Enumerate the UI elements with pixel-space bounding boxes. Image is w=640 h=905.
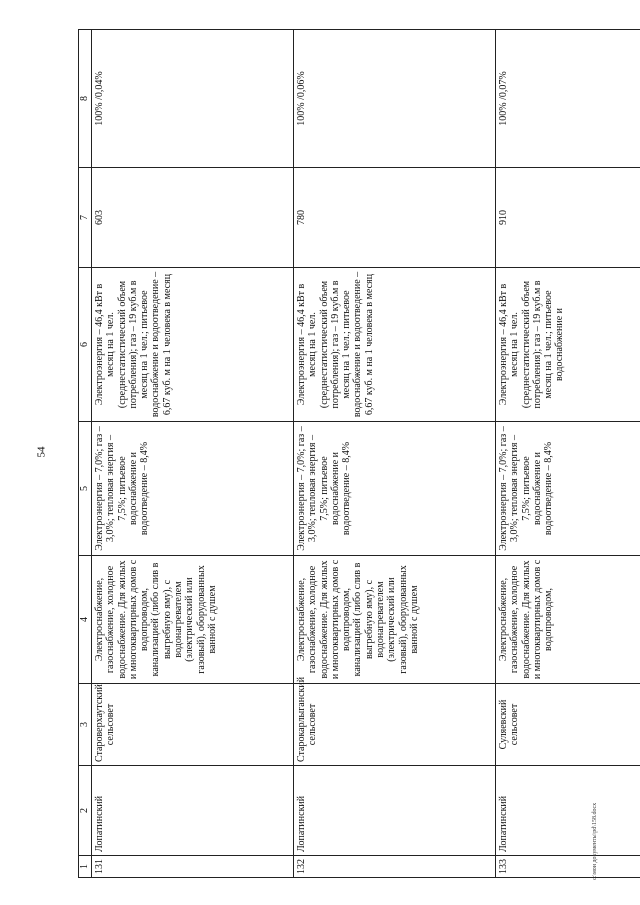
population-cell: 603 — [92, 168, 294, 268]
table-row — [92, 30, 294, 878]
row-number: 133 — [496, 856, 640, 878]
district-cell: Лопатинский — [496, 766, 640, 856]
table-header-row — [79, 30, 92, 878]
header-cell: 1 — [79, 856, 92, 878]
services-text: Электроснабжение, газоснабжение, холодное водоснабжение. Для жилых и многоквартирных домов с водопроводом, канализацией (либо слив в выгребную яму), с водонагревателем (электрический или газовый), оборудованных ванной с душем — [296, 559, 420, 680]
growth-cell: Электроэнергия – 7,0%; газ – 3,0%; тепловая энергия – 7,5%; питьевое водоснабжение и водоотведение – 8,4% — [92, 422, 294, 556]
share-cell: 100% /0,06% — [294, 30, 496, 168]
norms-cell — [496, 268, 640, 422]
data-table — [78, 29, 640, 878]
growth-cell: Электроэнергия – 7,0%; газ – 3,0%; тепловая энергия – 7,5%; питьевое водоснабжение и водоотведение – 8,4% — [496, 422, 640, 556]
services-text: Электроснабжение, газоснабжение, холодное водоснабжение. Для жилых и многоквартирных домов с водопроводом, — [498, 559, 555, 680]
growth-cell: Электроэнергия – 7,0%; газ – 3,0%; тепловая энергия – 7,5%; питьевое водоснабжение и водоотведение – 8,4% — [294, 422, 496, 556]
population-cell: 780 — [294, 168, 496, 268]
district-cell: Лопатинский — [92, 766, 294, 856]
council-cell: Староверхаутский сельсовет — [92, 684, 294, 766]
share-cell: 100% /0,04% — [92, 30, 294, 168]
footer-path-text: c:\мои документы\pd\158.docx — [592, 802, 598, 880]
header-cell: 6 — [79, 268, 92, 422]
header-cell: 4 — [79, 556, 92, 684]
header-cell: 5 — [79, 422, 92, 556]
council-cell: Суляевский сельсовет — [496, 684, 640, 766]
district-cell: Лопатинский — [294, 766, 496, 856]
row-number: 131 — [92, 856, 294, 878]
header-cell: 7 — [79, 168, 92, 268]
services-text: Электроснабжение, газоснабжение, холодное водоснабжение. Для жилых и многоквартирных домов с водопроводом, канализацией (либо слив в выгребную яму), с водонагревателем (электрический или газовый), оборудованных ванной с душем — [94, 559, 218, 680]
norms-text: Электроэнергия – 46,4 кВт в месяц на 1 чел. (среднестатистический объем потребления); газ – 19 куб.м в месяц на 1 чел.; питьевое водоснабжение и — [498, 280, 566, 409]
share-cell: 100% /0,07% — [496, 30, 640, 168]
norms-cell — [294, 268, 496, 422]
header-cell: 8 — [79, 30, 92, 168]
services-cell — [92, 556, 294, 684]
rotated-table-wrapper — [78, 30, 586, 878]
row-number: 132 — [294, 856, 496, 878]
services-cell — [294, 556, 496, 684]
table-row — [294, 30, 496, 878]
council-cell: Старокарлыганский сельсовет — [294, 684, 496, 766]
services-cell — [496, 556, 640, 684]
header-cell: 2 — [79, 766, 92, 856]
tariff-table — [78, 30, 586, 878]
norms-text: Электроэнергия – 46,4 кВт в месяц на 1 чел. (среднестатистический объем потребления); газ – 19 куб.м в месяц на 1 чел.; питьевое водоснабжение и водоотведение – 6,67 куб. м на 1 человека в месяц — [94, 271, 173, 418]
norms-text: Электроэнергия – 46,4 кВт в месяц на 1 чел. (среднестатистический объем потребления); газ – 19 куб.м в месяц на 1 чел.; питьевое водоснабжение и водоотведение – 6,67 куб. м на 1 человека в месяц — [296, 271, 375, 418]
table-row — [496, 30, 640, 878]
page-number: 54 — [35, 446, 48, 458]
header-cell: 3 — [79, 684, 92, 766]
norms-cell — [92, 268, 294, 422]
footer-path — [592, 580, 602, 880]
population-cell: 910 — [496, 168, 640, 268]
